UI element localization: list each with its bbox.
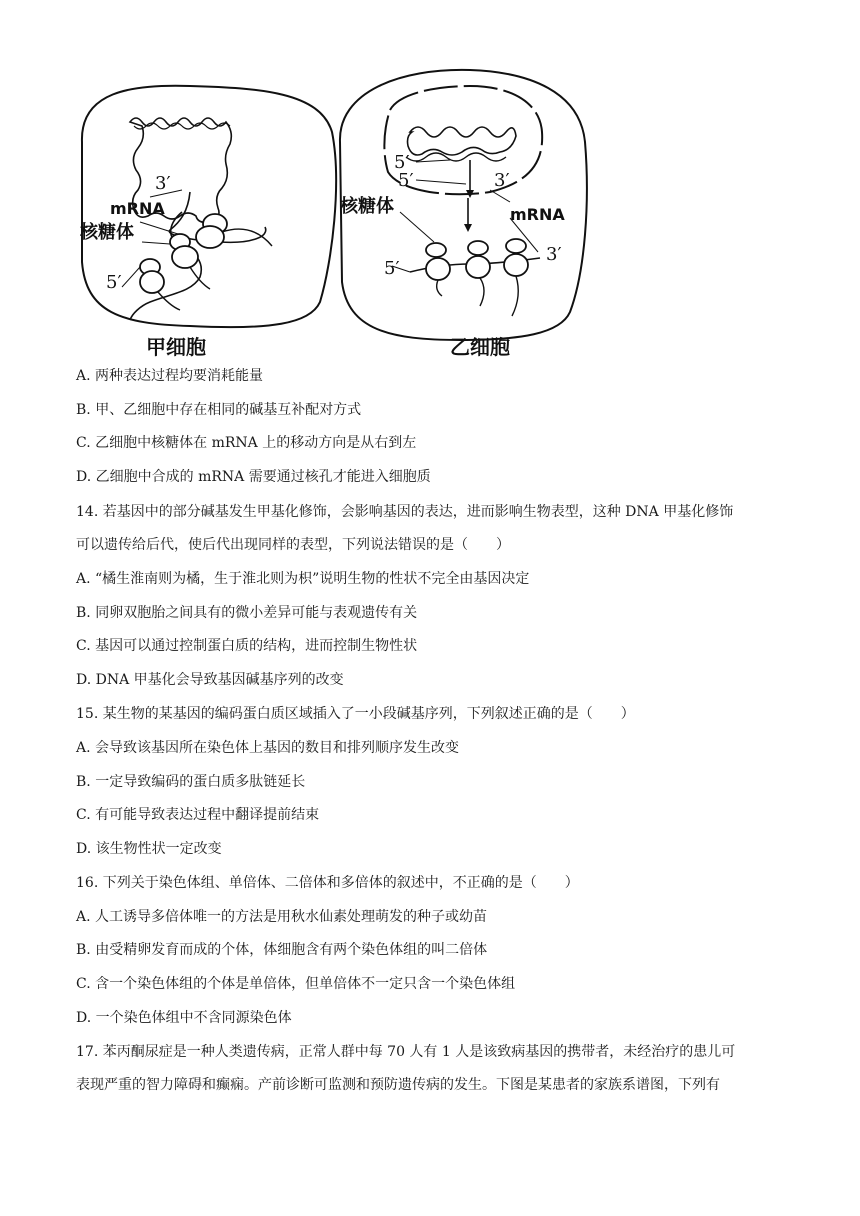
cell-a-3prime-label: 3′: [155, 173, 171, 194]
cell-b-5prime-upper-label: 5′: [394, 152, 410, 173]
q13-option-a: A. 两种表达过程均要消耗能量: [76, 368, 264, 384]
q17-stem-line1: 17. 苯丙酮尿症是一种人类遗传病，正常人群中每 70 人有 1 人是该致病基因的携带者，未经治疗的患儿可: [76, 1044, 736, 1060]
cell-b-ribosome-label: 核糖体: [340, 196, 394, 217]
q14-option-a: A. “橘生淮南则为橘，生于淮北则为枳”说明生物的性状不完全由基因决定: [76, 571, 530, 587]
q14-option-b: B. 同卵双胞胎之间具有的微小差异可能与表观遗传有关: [76, 605, 418, 621]
q14-option-c: C. 基因可以通过控制蛋白质的结构，进而控制生物性状: [76, 638, 418, 654]
cell-a-5prime-label: 5′: [106, 272, 122, 293]
q14-stem-line2: 可以遗传给后代，使后代出现同样的表型，下列说法错误的是（ ）: [76, 537, 510, 553]
q16-stem: 16. 下列关于染色体组、单倍体、二倍体和多倍体的叙述中，不正确的是（ ）: [76, 875, 579, 891]
cell-b-3prime-mrna-label: 3′: [546, 244, 562, 265]
q13-option-c: C. 乙细胞中核糖体在 mRNA 上的移动方向是从右到左: [76, 435, 417, 451]
q15-option-d: D. 该生物性状一定改变: [76, 841, 222, 857]
cell-a-ribosome-label: 核糖体: [80, 222, 134, 243]
cell-b-5prime-mrna-label: 5′: [384, 258, 400, 279]
transcription-translation-figure: [70, 62, 610, 362]
cells-diagram: [70, 62, 610, 362]
q14-stem-line1: 14. 若基因中的部分碱基发生甲基化修饰，会影响基因的表达，进而影响生物表型，这种 DNA 甲基化修饰: [76, 504, 734, 520]
cell-a-mrna-label: mRNA: [110, 199, 165, 218]
cell-b-caption: 乙细胞: [450, 335, 510, 359]
cell-b-5prime-lower-label: 5′: [398, 170, 414, 191]
q15-option-c: C. 有可能导致表达过程中翻译提前结束: [76, 807, 320, 823]
q14-option-d: D. DNA 甲基化会导致基因碱基序列的改变: [76, 672, 344, 688]
q13-option-d: D. 乙细胞中合成的 mRNA 需要通过核孔才能进入细胞质: [76, 469, 431, 485]
q17-stem-line2: 表现严重的智力障碍和癫痫。产前诊断可监测和预防遗传病的发生。下图是某患者的家族系谱图，下列有: [76, 1077, 720, 1093]
cell-b-mrna-label: mRNA: [510, 205, 565, 224]
q13-option-b: B. 甲、乙细胞中存在相同的碱基互补配对方式: [76, 402, 362, 418]
cell-b-dna: [408, 127, 517, 155]
q15-option-a: A. 会导致该基因所在染色体上基因的数目和排列顺序发生改变: [76, 740, 460, 756]
q16-option-d: D. 一个染色体组中不含同源染色体: [76, 1010, 292, 1026]
cell-b-3prime-upper-label: 3′: [494, 170, 510, 191]
q16-option-c: C. 含一个染色体组的个体是单倍体，但单倍体不一定只含一个染色体组: [76, 976, 516, 992]
q16-option-a: A. 人工诱导多倍体唯一的方法是用秋水仙素处理萌发的种子或幼苗: [76, 909, 488, 925]
q15-stem: 15. 某生物的某基因的编码蛋白质区域插入了一小段碱基序列，下列叙述正确的是（ ）: [76, 706, 635, 722]
q15-option-b: B. 一定导致编码的蛋白质多肽链延长: [76, 774, 306, 790]
cell-b-ribosomes: [426, 239, 528, 316]
cell-a-caption: 甲细胞: [146, 335, 206, 359]
q16-option-b: B. 由受精卵发育而成的个体，体细胞含有两个染色体组的叫二倍体: [76, 942, 488, 958]
